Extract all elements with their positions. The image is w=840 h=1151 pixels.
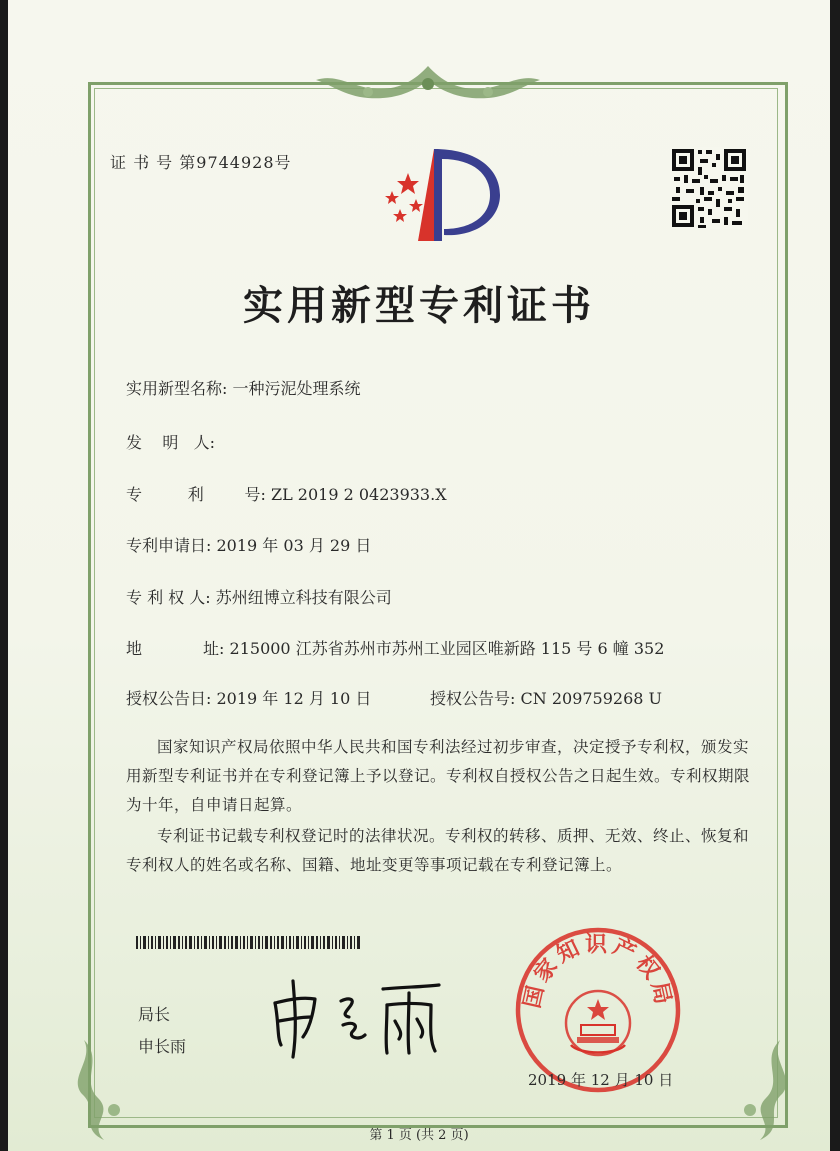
grant-date-row [126,686,371,709]
page-title: 实用新型专利证书 [243,282,595,329]
filing-date-value: 2019 年 03 月 29 日 [216,536,372,555]
page-number: 第 1 页 (共 2 页) [369,1128,469,1143]
address-value: 215000 江苏省苏州市苏州工业园区唯新路 115 号 6 幢 352 [229,639,665,658]
grant-number-value: CN 209759268 U [520,689,663,708]
patent-number-value: ZL 2019 2 0423933.X [270,485,447,504]
address-row [126,636,664,659]
body-paragraph-2: 专利证书记载专利权登记时的法律状况。专利权的转移、质押、无效、终止、恢复和专利权人的姓名或名称、国籍、地址变更等事项记载在专利登记簿上。 [126,827,750,874]
grant-date-value: 2019 年 12 月 10 日 [216,689,372,708]
patentee-value: 苏州纽博立科技有限公司 [215,588,392,607]
filing-date-row [126,533,371,556]
patent-number-label: 专 利 号: [126,485,266,504]
utility-model-name-row [126,376,361,399]
qr-code-icon [670,147,748,229]
inventor-label: 发 明 人: [126,433,215,452]
utility-model-name-label: 实用新型名称: [126,379,228,398]
grant-date-label: 授权公告日: [126,689,212,708]
certificate-number-label: 证 书 号 第 [110,153,197,172]
patent-number-row [126,482,447,505]
grant-number-label: 授权公告号: [430,689,516,708]
barcode-icon [136,936,362,949]
patentee-row [126,585,392,608]
certificate-page [8,0,830,1151]
patentee-label: 专 利 权 人: [126,588,211,607]
certificate-number-value: 9744928 [196,153,275,172]
certificate-number [110,150,292,173]
svg-text:国家知识产权局: 国家知识产权局 [520,932,676,1011]
signatory-role: 局长 [138,1005,171,1024]
address-label: 地 址: [126,639,225,658]
certificate-number-suffix: 号 [274,153,292,172]
inventor-row [126,430,215,453]
utility-model-name-value: 一种污泥处理系统 [232,379,361,398]
seal-date: 2019 年 12 月 10 日 [528,1071,674,1089]
filing-date-label: 专利申请日: [126,536,212,555]
signatory-name: 申长雨 [138,1037,187,1056]
top-ornament [308,62,548,106]
handwritten-signature [263,975,453,1060]
cnipa-emblem-icon [378,145,508,250]
body-paragraph-1: 国家知识产权局依照中华人民共和国专利法经过初步审查，决定授予专利权，颁发实用新型专利证书并在专利登记簿上予以登记。专利权自授权公告之日起生效。专利权期限为十年，自申请日起算。 [126,738,751,814]
grant-number-row [430,686,662,709]
